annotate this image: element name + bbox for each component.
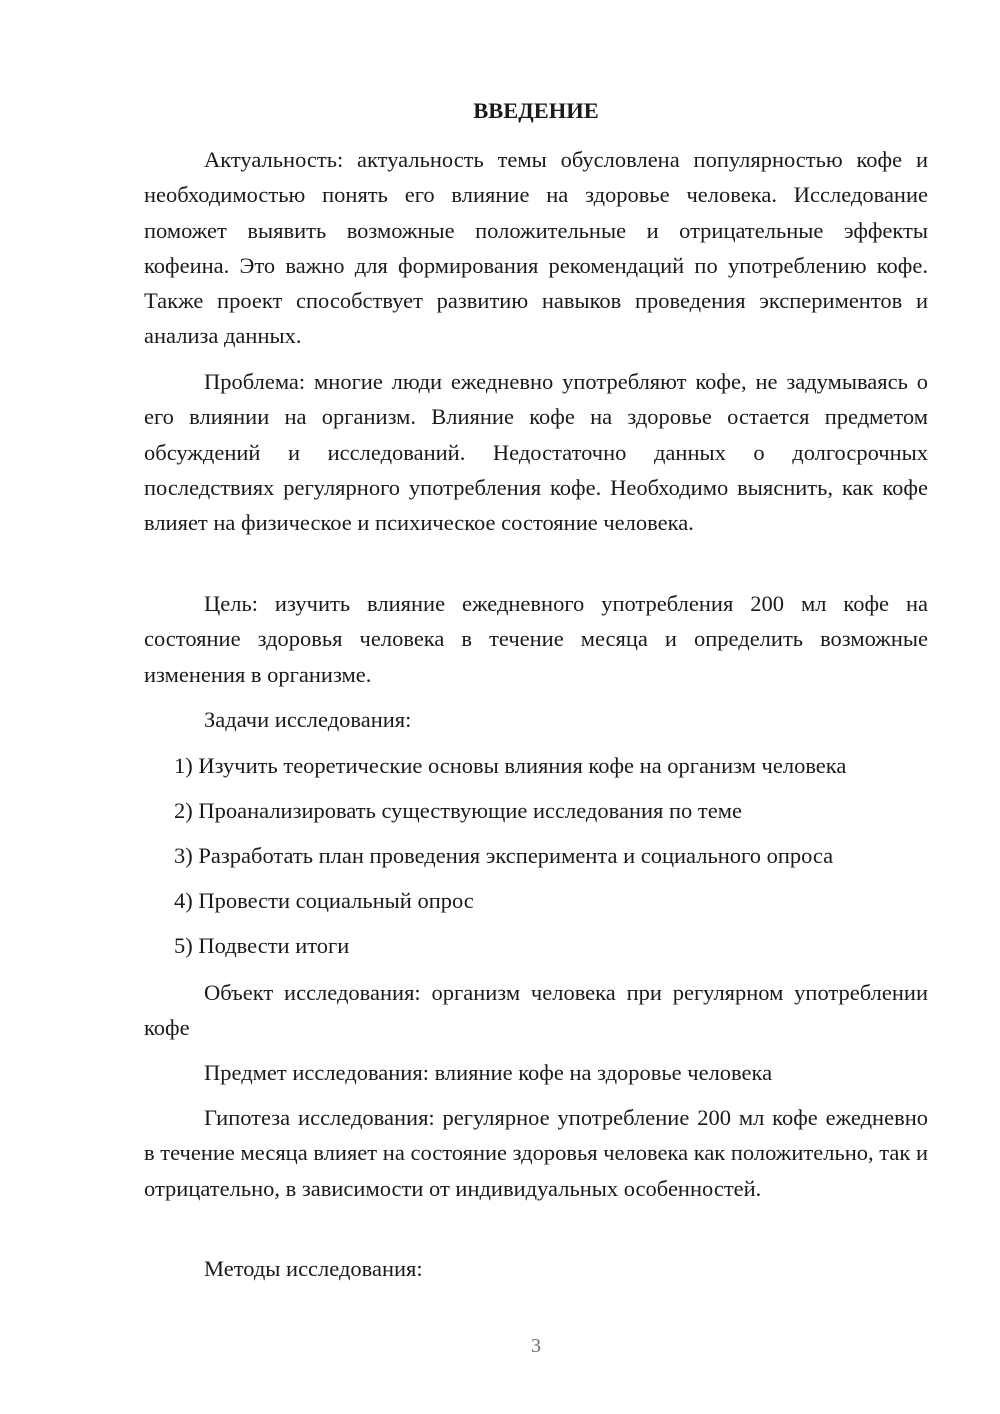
task-item-1: 1) Изучить теоретические основы влияния кофе на организм человека [174, 753, 847, 778]
task-item-3: 3) Разработать план проведения эксперимента и социального опроса [174, 843, 834, 868]
paragraph-hypothesis: Гипотеза исследования: регулярное употребление 200 мл кофе ежедневно в течение месяца влияет на состояние здоровья человека как положительно, так и отрицательно, в зависимости от индивидуальных особенностей. [144, 1105, 928, 1201]
paragraph-problem: Проблема: многие люди ежедневно употребляют кофе, не задумываясь о его влиянии на организм. Влияние кофе на здоровье остается предметом обсуждений и исследований. Недостаточно данных о долгосрочных последствиях регулярного употребления кофе. Необходимо выяснить, как кофе влияет на физическое и психическое состояние человека. [144, 369, 928, 536]
methods-heading: Методы исследования: [204, 1256, 423, 1281]
paragraph-object: Объект исследования: организм человека при регулярном употреблении кофе [144, 980, 928, 1041]
paragraph-goal: Цель: изучить влияние ежедневного употребления 200 мл кофе на состояние здоровья человека в течение месяца и определить возможные изменения в организме. [144, 591, 928, 687]
paragraph-subject: Предмет исследования: влияние кофе на здоровье человека [204, 1060, 773, 1085]
task-item-2: 2) Проанализировать существующие исследования по теме [174, 798, 742, 823]
paragraph-relevance: Актуальность: актуальность темы обусловлена популярностью кофе и необходимостью понять его влияние на здоровье человека. Исследование поможет выявить возможные положительные и отрицательные эффекты кофеина. Это важно для формирования рекомендаций по употреблению кофе. Также проект способствует развитию навыков проведения экспериментов и анализа данных. [144, 147, 928, 349]
document-page [144, 0, 928, 1414]
task-item-4: 4) Провести социальный опрос [174, 888, 474, 913]
task-item-5: 5) Подвести итоги [174, 933, 350, 958]
section-heading: ВВЕДЕНИЕ [473, 98, 599, 123]
tasks-heading: Задачи исследования: [204, 707, 412, 732]
page-number: 3 [531, 1335, 541, 1357]
